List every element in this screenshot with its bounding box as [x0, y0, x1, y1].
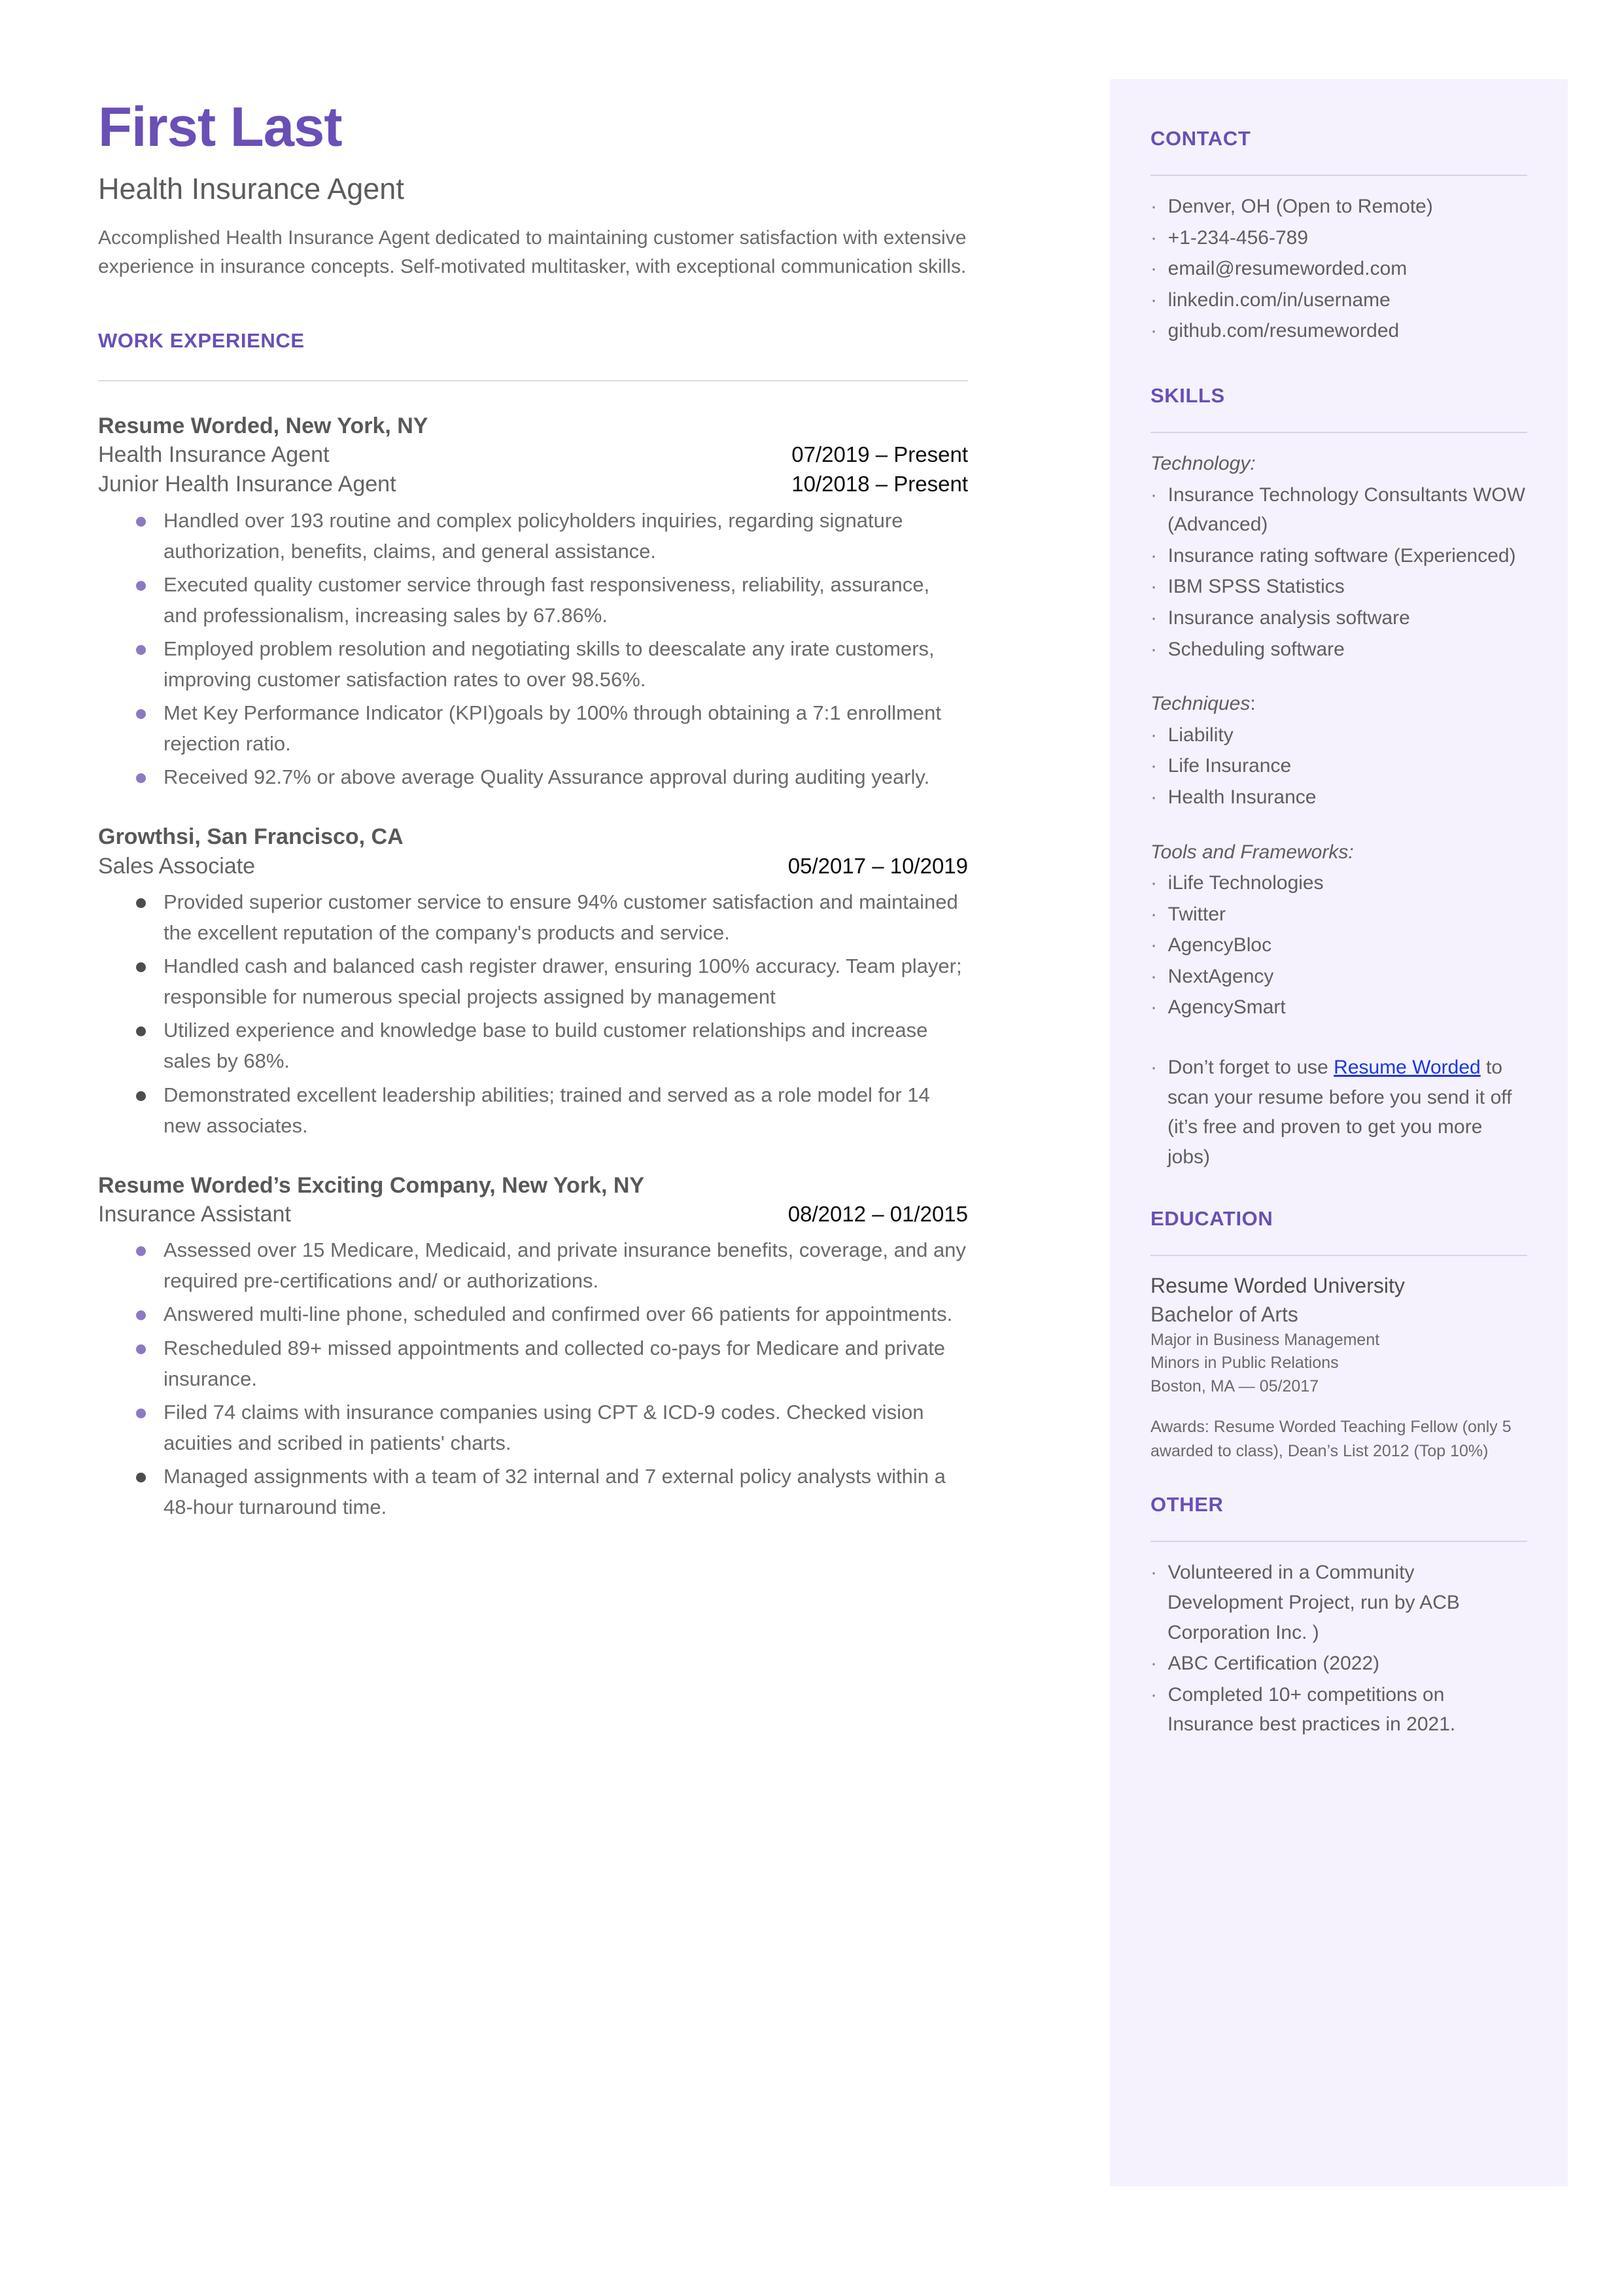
skill-item — [1150, 900, 1527, 930]
skill-item-text: Insurance Technology Consultants WOW (Advanced) — [1167, 483, 1526, 536]
contact-section — [1150, 79, 1527, 346]
education-minors: Minors in Public Relations — [1150, 1354, 1339, 1373]
job-bullet: Executed quality customer service through fast responsiveness, reliability, assurance, and professionalism, increasing sales by 67.86%. — [98, 569, 968, 631]
contact-item-text: github.com/resumeworded — [1167, 320, 1400, 342]
skills-section — [1150, 347, 1527, 1172]
job-dates: 05/2017 – 10/2019 — [787, 853, 968, 878]
other-item-text: Completed 10+ competitions on Insurance best practices in 2021. — [1167, 1683, 1456, 1736]
education-location-date: Boston, MA — 05/2017 — [1150, 1376, 1319, 1395]
job-role-row — [98, 440, 968, 470]
job-bullet: Handled over 193 routine and complex policyholders inquiries, regarding signature authorization, benefits, claims, and general assistance. — [98, 505, 968, 567]
resume-worded-link[interactable]: Resume Worded — [1334, 1057, 1481, 1079]
skills-group-gap — [1150, 665, 1527, 689]
bullet-dot-icon: · — [1150, 1683, 1157, 1706]
bullet-dot-icon: · — [1150, 934, 1157, 956]
bullet-dot-icon: · — [1150, 289, 1157, 311]
education-awards: Awards: Resume Worded Teaching Fellow (only 5 awarded to class), Dean’s List 2012 (Top 10%) — [1150, 1418, 1512, 1460]
bullet-dot-icon: · — [1150, 196, 1157, 217]
skill-item-text: Liability — [1167, 724, 1234, 746]
job-bullet-list — [98, 886, 968, 1141]
skill-item — [1150, 868, 1527, 898]
candidate-headline: Health Insurance Agent — [98, 172, 404, 206]
skill-item-text: AgencySmart — [1167, 996, 1286, 1019]
other-list — [1150, 1558, 1527, 1740]
bullet-dot-icon: · — [1150, 1057, 1157, 1079]
job-bullet: Met Key Performance Indicator (KPI)goals by 100% through obtaining a 7:1 enrollment rejection ratio. — [98, 697, 968, 759]
skill-item-text: Insurance analysis software — [1167, 606, 1410, 629]
bullet-dot-icon: · — [1150, 965, 1157, 987]
job-bullet: Filed 74 claims with insurance companies using CPT & ICD-9 codes. Checked vision acuities and scribed in patients' charts. — [98, 1397, 968, 1458]
skill-item — [1150, 720, 1527, 750]
contact-item-text: email@resumeworded.com — [1167, 258, 1408, 280]
skill-item — [1150, 541, 1527, 571]
skill-item-text: iLife Technologies — [1167, 872, 1324, 894]
section-title-skills: SKILLS — [1150, 383, 1225, 407]
bullet-dot-icon: · — [1150, 226, 1157, 249]
skills-group-label — [1150, 449, 1527, 479]
skill-item-text: NextAgency — [1167, 965, 1274, 987]
job-bullet-list — [98, 1235, 968, 1522]
skill-item — [1150, 992, 1527, 1023]
job-bullet: Employed problem resolution and negotiating skills to deescalate any irate customers, improving customer satisfaction rates to over 98.56%. — [98, 633, 968, 695]
education-degree: Bachelor of Arts — [1150, 1302, 1298, 1326]
contact-item — [1150, 254, 1527, 284]
promo-text-after: to scan your resume before you send it off (it’s free and proven to get you more jobs) — [1167, 1057, 1512, 1168]
job-bullet: Rescheduled 89+ missed appointments and collected co-pays for Medicare and private insurance. — [98, 1333, 968, 1394]
job-role-row — [98, 1200, 968, 1229]
job-title: Insurance Assistant — [98, 1201, 291, 1227]
section-title-contact: CONTACT — [1150, 127, 1251, 150]
job-bullet: Answered multi-line phone, scheduled and confirmed over 66 patients for appointments. — [98, 1299, 968, 1329]
job-title: Sales Associate — [98, 853, 256, 879]
skills-group-gap — [1150, 814, 1527, 837]
other-item-text: Volunteered in a Community Development Project, run by ACB Corporation Inc. ) — [1167, 1562, 1460, 1643]
skill-item — [1150, 930, 1527, 960]
bullet-dot-icon: · — [1150, 258, 1157, 280]
bullet-dot-icon: · — [1150, 576, 1157, 598]
promo-bullet — [1150, 1053, 1527, 1172]
professional-summary: Accomplished Health Insurance Agent dedicated to maintaining customer satisfaction with extensive experience in insurance concepts. Self-motivated multitasker, with exceptional communication skills. — [98, 227, 967, 278]
job-bullet: Assessed over 15 Medicare, Medicaid, and private insurance benefits, coverage, and any required pre-certifications and/ or authorizations. — [98, 1235, 968, 1296]
bullet-dot-icon: · — [1150, 872, 1157, 894]
job-entry — [98, 1171, 1040, 1522]
job-bullet: Demonstrated excellent leadership abilities; trained and served as a role model for 14 new associates. — [98, 1079, 968, 1141]
job-company: Resume Worded, New York, NY — [98, 413, 428, 438]
education-section — [1150, 1173, 1527, 1463]
bullet-dot-icon: · — [1150, 1562, 1157, 1584]
skill-item — [1150, 480, 1527, 540]
contact-list — [1150, 192, 1527, 346]
skill-item — [1150, 572, 1527, 602]
promo-text-before: Don’t forget to use — [1167, 1057, 1334, 1079]
section-divider-skills — [1150, 432, 1527, 433]
bullet-dot-icon: · — [1150, 320, 1157, 342]
candidate-name: First Last — [98, 96, 342, 158]
skills-group-label-suffix: : — [1250, 693, 1256, 715]
section-title-other: OTHER — [1150, 1493, 1224, 1516]
other-section — [1150, 1463, 1527, 1740]
job-entry — [98, 412, 1040, 793]
section-divider-contact — [1150, 175, 1527, 176]
section-title-education: EDUCATION — [1150, 1207, 1273, 1231]
section-divider-education — [1150, 1255, 1527, 1256]
job-title: Health Insurance Agent — [98, 442, 330, 468]
skill-item — [1150, 603, 1527, 633]
skill-item — [1150, 782, 1527, 813]
education-entry — [1150, 1272, 1527, 1463]
job-role-row — [98, 470, 968, 499]
contact-item — [1150, 223, 1527, 253]
job-bullet: Provided superior customer service to ensure 94% customer satisfaction and maintained the excellent reputation of the company's products and service. — [98, 886, 968, 948]
job-bullet: Handled cash and balanced cash register drawer, ensuring 100% accuracy. Team player; responsible for numerous special projects assigned by management — [98, 951, 968, 1012]
bullet-dot-icon: · — [1150, 638, 1157, 660]
bullet-dot-icon: · — [1150, 755, 1157, 777]
resume-worded-promo — [1150, 1053, 1527, 1172]
main-column — [98, 98, 1040, 1525]
bullet-dot-icon: · — [1150, 606, 1157, 629]
other-item-text: ABC Certification (2022) — [1167, 1653, 1380, 1675]
skills-group-label — [1150, 689, 1527, 719]
other-item — [1150, 1680, 1527, 1740]
job-dates: 07/2019 – Present — [791, 442, 968, 467]
skill-item-text: Twitter — [1167, 903, 1226, 925]
bullet-dot-icon: · — [1150, 483, 1157, 506]
contact-item-text: Denver, OH (Open to Remote) — [1167, 196, 1433, 217]
bullet-dot-icon: · — [1150, 724, 1157, 746]
job-dates: 08/2012 – 01/2015 — [787, 1201, 968, 1226]
skill-item-text: Life Insurance — [1167, 755, 1292, 777]
work-experience-list — [98, 412, 1040, 1522]
skills-group-label-italic: Tools and Frameworks: — [1150, 841, 1354, 863]
bullet-dot-icon: · — [1150, 544, 1157, 567]
skills-groups — [1150, 449, 1527, 1023]
other-item — [1150, 1649, 1527, 1679]
job-bullet: Received 92.7% or above average Quality Assurance approval during auditing yearly. — [98, 762, 968, 792]
job-dates: 10/2018 – Present — [791, 472, 968, 497]
contact-item — [1150, 316, 1527, 346]
skills-group-label-italic: Technology: — [1150, 452, 1256, 474]
skill-item — [1150, 635, 1527, 665]
job-bullet: Managed assignments with a team of 32 internal and 7 external policy analysts within a 48-hour turnaround time. — [98, 1461, 968, 1522]
skill-item — [1150, 751, 1527, 781]
job-company: Resume Worded’s Exciting Company, New York, NY — [98, 1172, 645, 1198]
bullet-dot-icon: · — [1150, 996, 1157, 1019]
job-bullet-list — [98, 505, 968, 793]
bullet-dot-icon: · — [1150, 1653, 1157, 1675]
skill-item-text: IBM SPSS Statistics — [1167, 576, 1345, 598]
skill-item-text: AgencyBloc — [1167, 934, 1272, 956]
contact-item-text: +1-234-456-789 — [1167, 226, 1309, 249]
education-school: Resume Worded University — [1150, 1274, 1405, 1298]
job-role-row — [98, 852, 968, 881]
other-item — [1150, 1558, 1527, 1647]
job-bullet: Utilized experience and knowledge base to build customer relationships and increase sales by 68%. — [98, 1015, 968, 1076]
job-company: Growthsi, San Francisco, CA — [98, 824, 404, 850]
contact-item — [1150, 192, 1527, 222]
section-title-work-experience: WORK EXPERIENCE — [98, 328, 305, 352]
bullet-dot-icon: · — [1150, 786, 1157, 808]
skill-item-text: Insurance rating software (Experienced) — [1167, 544, 1516, 567]
section-divider-other — [1150, 1541, 1527, 1542]
education-major: Major in Business Management — [1150, 1330, 1380, 1349]
skill-item-text: Health Insurance — [1167, 786, 1317, 808]
job-title: Junior Health Insurance Agent — [98, 472, 396, 497]
contact-item-text: linkedin.com/in/username — [1167, 289, 1391, 311]
skills-group-label — [1150, 837, 1527, 867]
section-divider-work-experience — [98, 380, 968, 381]
contact-item — [1150, 285, 1527, 315]
skill-item-text: Scheduling software — [1167, 638, 1345, 660]
bullet-dot-icon: · — [1150, 903, 1157, 925]
job-entry — [98, 822, 1040, 1140]
skill-item — [1150, 962, 1527, 992]
skills-group-label-italic: Techniques — [1150, 693, 1251, 715]
sidebar — [1110, 79, 1568, 2186]
